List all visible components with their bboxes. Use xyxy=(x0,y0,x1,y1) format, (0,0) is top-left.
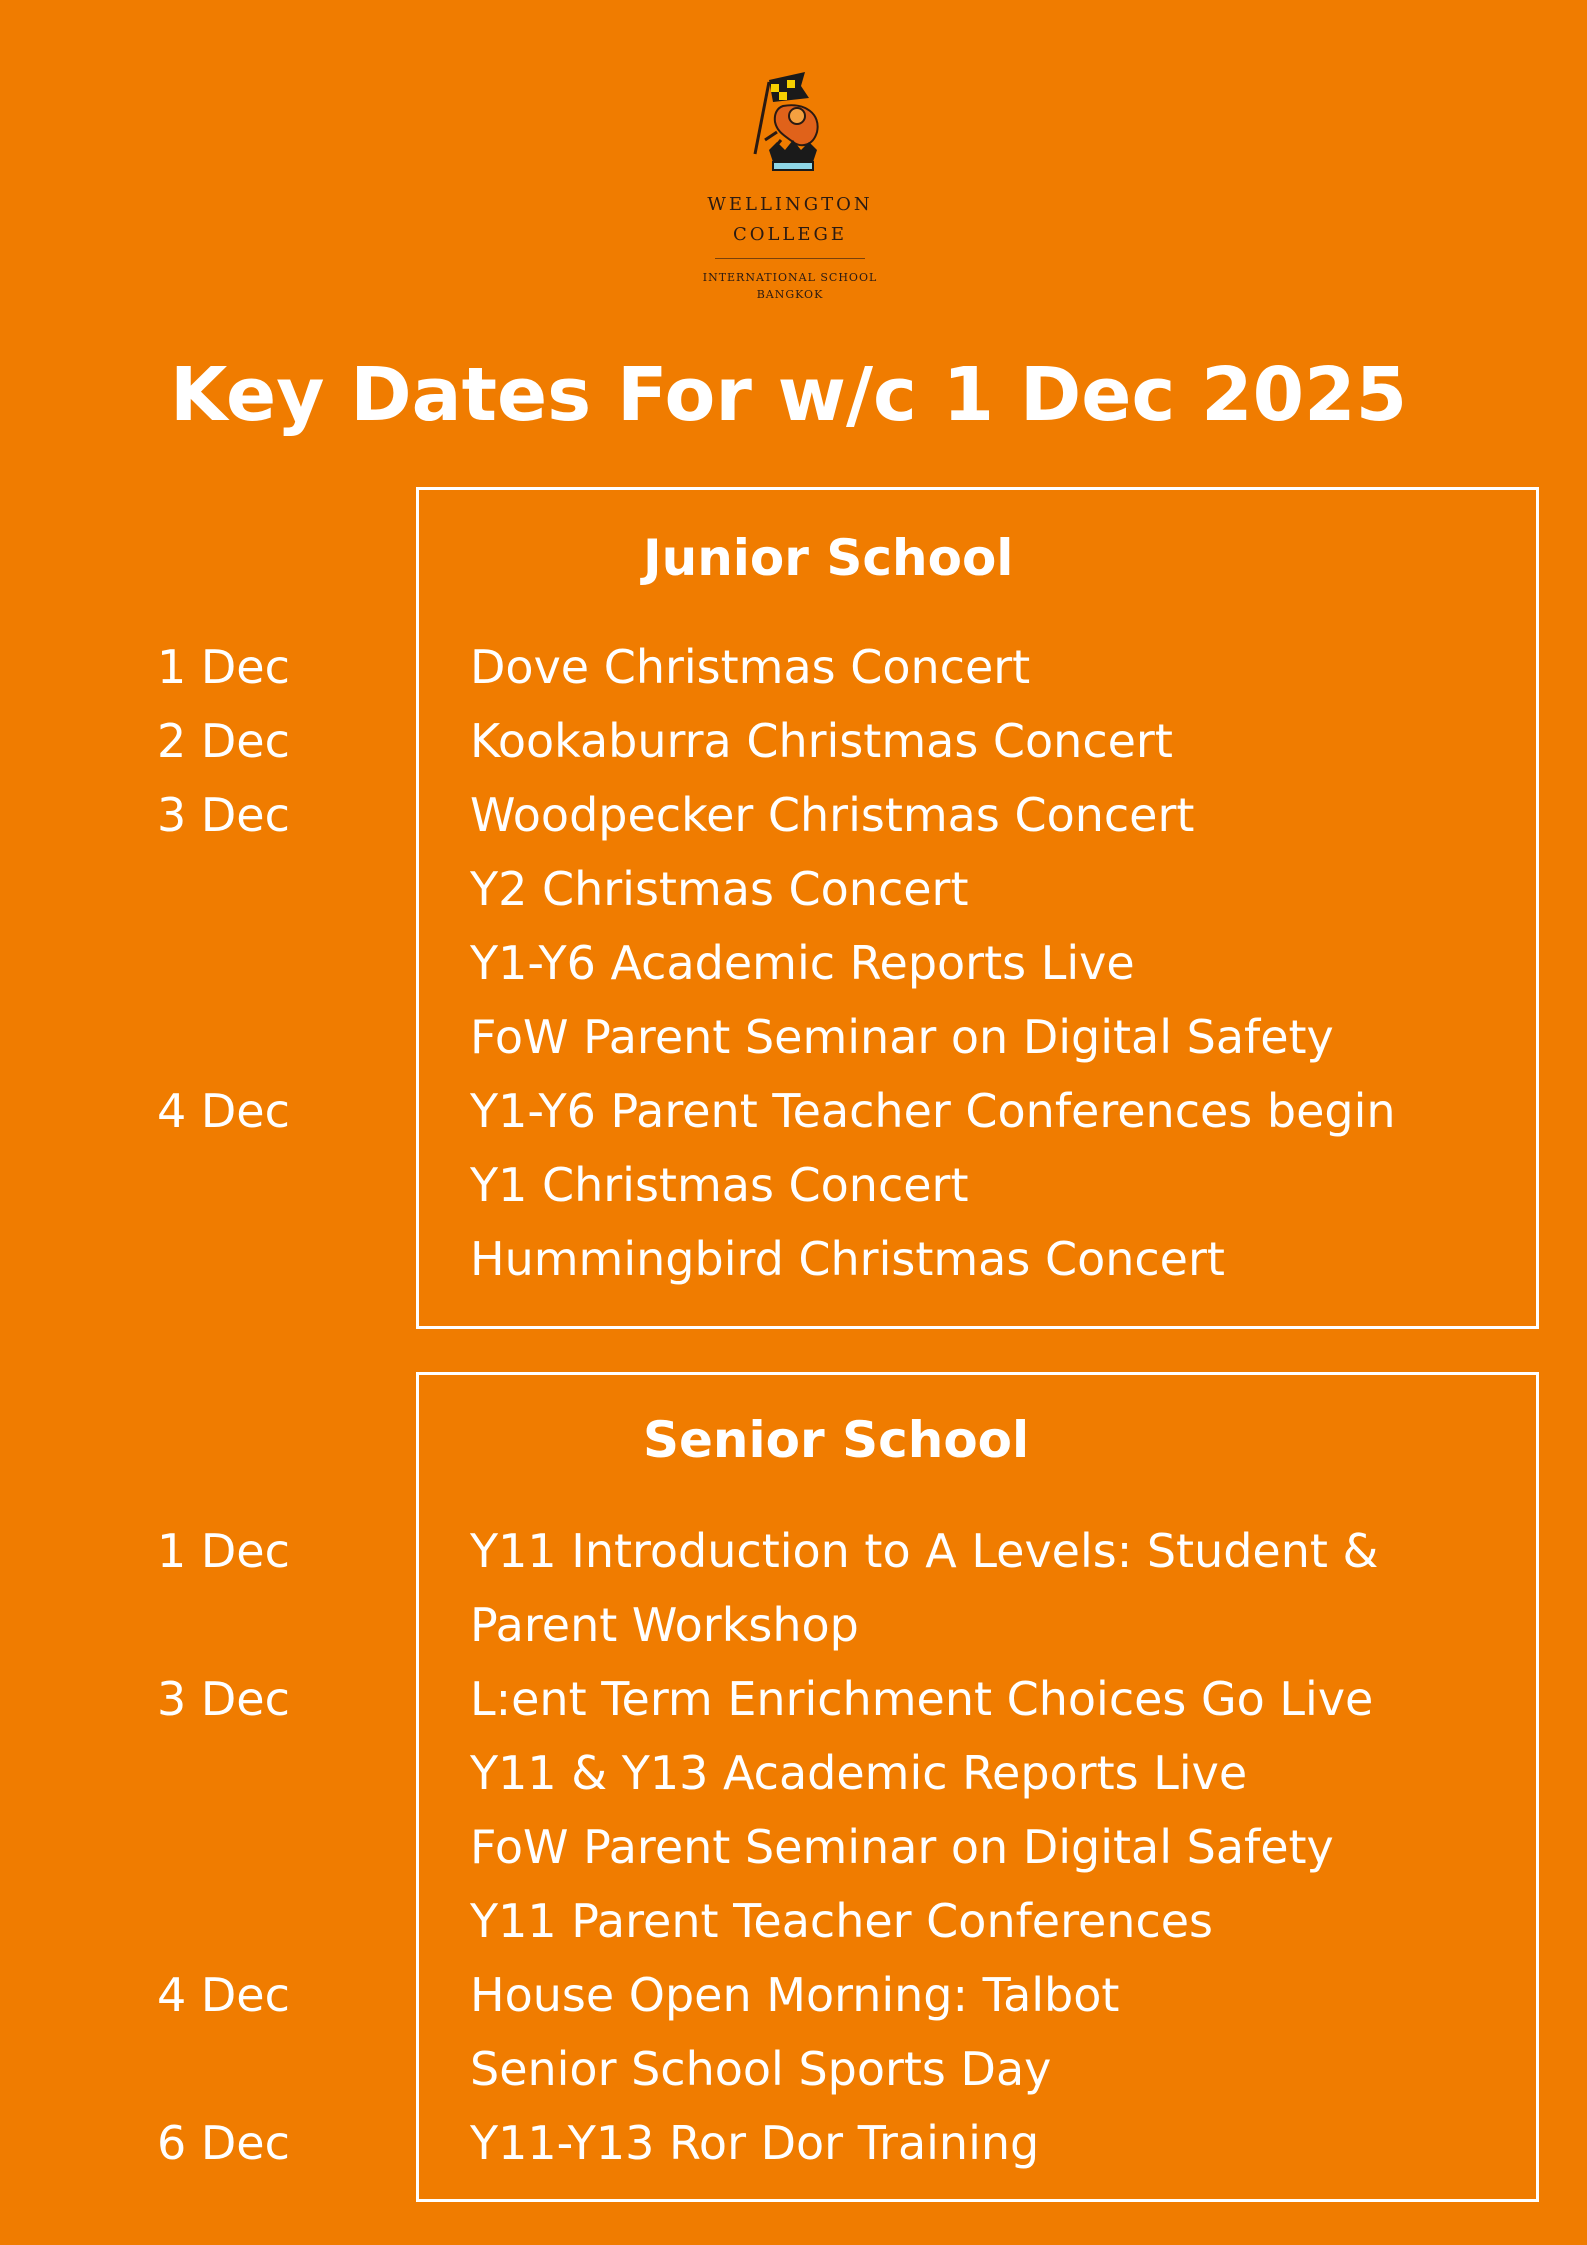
event-name: FoW Parent Seminar on Digital Safety xyxy=(470,1010,1334,1064)
event-date: 1 Dec xyxy=(157,1524,290,1578)
list-item xyxy=(0,1514,1587,1588)
event-name: Y11-Y13 Ror Dor Training xyxy=(470,2116,1040,2170)
event-date: 2 Dec xyxy=(157,714,290,768)
event-name: Hummingbird Christmas Concert xyxy=(470,1232,1225,1286)
logo-name-line2: COLLEGE xyxy=(732,224,848,245)
event-date: 3 Dec xyxy=(157,1672,290,1726)
event-name: Y11 Introduction to A Levels: Student & xyxy=(470,1524,1379,1578)
school-logo xyxy=(680,62,900,320)
list-item xyxy=(0,926,1587,1000)
list-item xyxy=(0,1222,1587,1296)
page-title: Key Dates For w/c 1 Dec 2025 xyxy=(170,352,1408,438)
event-name: Parent Workshop xyxy=(470,1598,859,1652)
event-name: Woodpecker Christmas Concert xyxy=(470,788,1195,842)
list-item xyxy=(0,1074,1587,1148)
list-item xyxy=(0,1884,1587,1958)
crest-icon xyxy=(747,62,833,180)
junior-school-heading: Junior School xyxy=(643,529,1014,587)
event-name: L:ent Term Enrichment Choices Go Live xyxy=(470,1672,1374,1726)
event-date: 4 Dec xyxy=(157,1084,290,1138)
logo-name-line1: WELLINGTON xyxy=(707,194,873,215)
event-name: Y1 Christmas Concert xyxy=(470,1158,969,1212)
list-item xyxy=(0,852,1587,926)
event-name: Dove Christmas Concert xyxy=(470,640,1031,694)
list-item xyxy=(0,704,1587,778)
event-date: 6 Dec xyxy=(157,2116,290,2170)
event-name: Senior School Sports Day xyxy=(470,2042,1052,2096)
event-date: 3 Dec xyxy=(157,788,290,842)
event-name: Y2 Christmas Concert xyxy=(470,862,969,916)
event-date: 4 Dec xyxy=(157,1968,290,2022)
list-item xyxy=(0,1000,1587,1074)
list-item xyxy=(0,1662,1587,1736)
event-name: Y11 Parent Teacher Conferences xyxy=(470,1894,1214,1948)
senior-school-list xyxy=(0,1514,1587,2180)
logo-sub-line1: INTERNATIONAL SCHOOL xyxy=(702,271,878,284)
list-item xyxy=(0,1810,1587,1884)
event-name: House Open Morning: Talbot xyxy=(470,1968,1120,2022)
list-item xyxy=(0,778,1587,852)
event-name: FoW Parent Seminar on Digital Safety xyxy=(470,1820,1334,1874)
event-name: Y1-Y6 Parent Teacher Conferences begin xyxy=(470,1084,1396,1138)
event-name: Y1-Y6 Academic Reports Live xyxy=(470,936,1135,990)
senior-school-heading: Senior School xyxy=(643,1411,1030,1469)
event-name: Kookaburra Christmas Concert xyxy=(470,714,1173,768)
event-name: Y11 & Y13 Academic Reports Live xyxy=(470,1746,1248,1800)
list-item xyxy=(0,1958,1587,2032)
list-item xyxy=(0,630,1587,704)
list-item xyxy=(0,2106,1587,2180)
list-item xyxy=(0,1148,1587,1222)
logo-divider xyxy=(715,258,865,259)
list-item xyxy=(0,1736,1587,1810)
list-item xyxy=(0,2032,1587,2106)
list-item xyxy=(0,1588,1587,1662)
junior-school-list xyxy=(0,630,1587,1296)
logo-sub-line2: BANGKOK xyxy=(756,288,824,301)
event-date: 1 Dec xyxy=(157,640,290,694)
